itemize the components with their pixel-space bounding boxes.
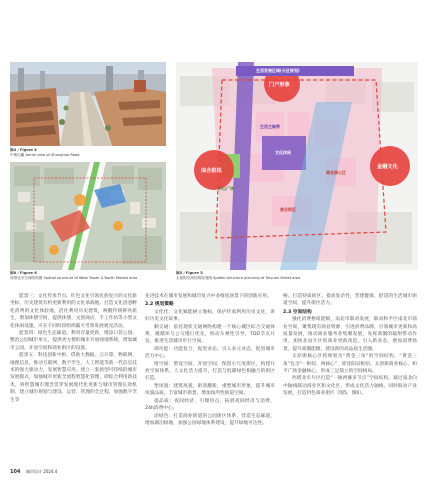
map-label-core: 商业核心区: [326, 170, 346, 175]
figure-4-image: [10, 62, 166, 146]
text-column-1: [10, 293, 137, 461]
figure-label: 图4 / Figure 4: [10, 148, 37, 152]
page-folio: [10, 469, 57, 475]
paragraph: 强化消费枢纽能级，南北市联动发展，联动和平区南北市商业空间，聚集现有商业资源，引进消费品牌，引领城市更新和高质量发展，推动商业服务业集聚发展，发挥商圈的辐射带动作用，加快北站片区的商业更新改造，引入新业态，增加消费场景，提升商圈能级，建设新的高品质生活圈。: [283, 317, 417, 352]
map-label-park: 中山广场: [218, 186, 234, 191]
journal-name: 城市设计 2024.4: [26, 469, 58, 474]
west-tower-structure-map: [10, 162, 166, 270]
paragraph: 太原街核心区将规划为“黄金三角”的空间结构，“黄金三角”包含“一枢纽、两核心”，即沈阳站枢纽、太原街商业核心、和平广场金融核心，形成三足鼎立的空间格局。: [283, 354, 417, 375]
paragraph: 愿景四：绿色生态廊道。利用存量更新，增添口袋公园、整治公园城市单元，提供更方便的城市开放绿地系统，增加城市公园，开放空间和商业街区的设置。: [10, 331, 137, 351]
paragraph: 提品质：夜间经济，引爆热点，拓展夜间经济与消费，24h消费中心。: [145, 398, 275, 412]
map-label-culture: 文化休闲: [275, 150, 291, 155]
map-label-hub-right: 金融文化: [377, 164, 398, 170]
figure-6-caption: [10, 271, 137, 281]
caption-text: 中街鸟瞰 Aerial view of Zhonghua Road: [10, 153, 80, 157]
caption-text: 西塔北市空间结构图 Spatial structure of West Tower & North Market area: [10, 276, 138, 280]
page-number: 104: [10, 469, 21, 475]
text-column-3: [283, 293, 417, 461]
paragraph: 愿景三：文化传承节点。红色文化引领民族复兴的文化新坐标，历史建筑有机更新利用的文化承载地。打造文化创意孵化消费的文化体验地，活化利用历史建筑，唤醒传统鲜亮新生。增加休憩空间，提供休憩、文创商店、手工作坊等小型文化休闲设施，可在不同时段组织霸天考察发展观光活动。: [10, 294, 137, 329]
paragraph: 塑风貌：建筑风貌，街景翻新，重塑城市形象，提升城市风貌品质，丰富城市街景，增加场所性街道空间。: [145, 383, 275, 397]
aerial-street-photo: [10, 62, 166, 146]
section-heading: 2.2 规划策略: [145, 302, 174, 308]
figure-6-image: [10, 162, 166, 270]
figure-label: 图5 / Figure 5: [176, 271, 203, 275]
paragraph: 文化化：文化赋能树立地标，保护传承利用历史文化，讲好历史文化故事。: [145, 309, 275, 323]
figure-4-caption: [10, 148, 79, 158]
paragraph: 顺交通：依托现状交通网络构建一个核心城区综合交通体系，微循环与公交慢行优先，机动车弹性引导，TOD节点开发，推进生活城市步行空间。: [145, 324, 275, 345]
paragraph: 调功能：功能复合，促进业态，引入多元业态，促进城市活力中心。: [145, 346, 275, 360]
paragraph: 先进技术在城市发展和城市复兴中多维度场景下的创新应用。: [145, 294, 272, 299]
figure-5-image: [176, 62, 418, 270]
paragraph: 添绿色：打造商业街道的公园街区体系，营造生态廊道，增加湖泊绿地，加强公园绿地体系建设，提升绿地可达性。: [145, 413, 275, 426]
map-label-gateway: 门户形象: [269, 82, 290, 88]
text-column-2: [145, 293, 275, 461]
paragraph: 愿景五：科技创新中枢。借助大数据、云计算、物联网、地理信息，推动互联网、数字孪生，人工智能等新一代信息技术的强大驱动力，发展智慧应用。建立一套新型可持续的城市发展模式，加强城市更新全流程智慧化管理，即综合利用新技术，将智慧城市理念贯穿发展现代化更新与城市管理长效机制、建立城市规划与建设、运营、管理的全过程，加强数字孪生等: [10, 353, 137, 403]
map-label-axis: 生活主轴带: [260, 124, 280, 129]
map-label-hub-left: 综合枢纽: [201, 168, 222, 174]
section-heading: 2.3 空间结构: [283, 309, 312, 315]
map-label-top-banner: 生活发展区域(分区规划): [256, 68, 300, 73]
figure-label: 图6 / Figure 6: [10, 271, 37, 275]
figure-5-caption: [176, 271, 300, 281]
map-label-commerce: 商业街区: [280, 207, 296, 212]
paragraph: 增空间：增设空间、开放空间，保留小尺度街区，构建开放空间体系。人文化活力提升，打造与低碳绿色相融合的街区打造。: [145, 361, 275, 382]
paragraph: 西塔北市片区打造“一轴两翼多节点”空间结构。通过南北向中轴线联动商业区和文化区，形成文化活力轴线，同时联动产业发展，打造特色商业街区（图5，图6）。: [283, 376, 417, 397]
paragraph: 格，打造特质街区、提高复杂性，营建健康、舒适的生活城市街道空间，提升街区活力。: [283, 294, 417, 307]
caption-text: 太原街空间结构规划图 Spatial structure planning of Taiyuan Street area: [176, 276, 301, 280]
